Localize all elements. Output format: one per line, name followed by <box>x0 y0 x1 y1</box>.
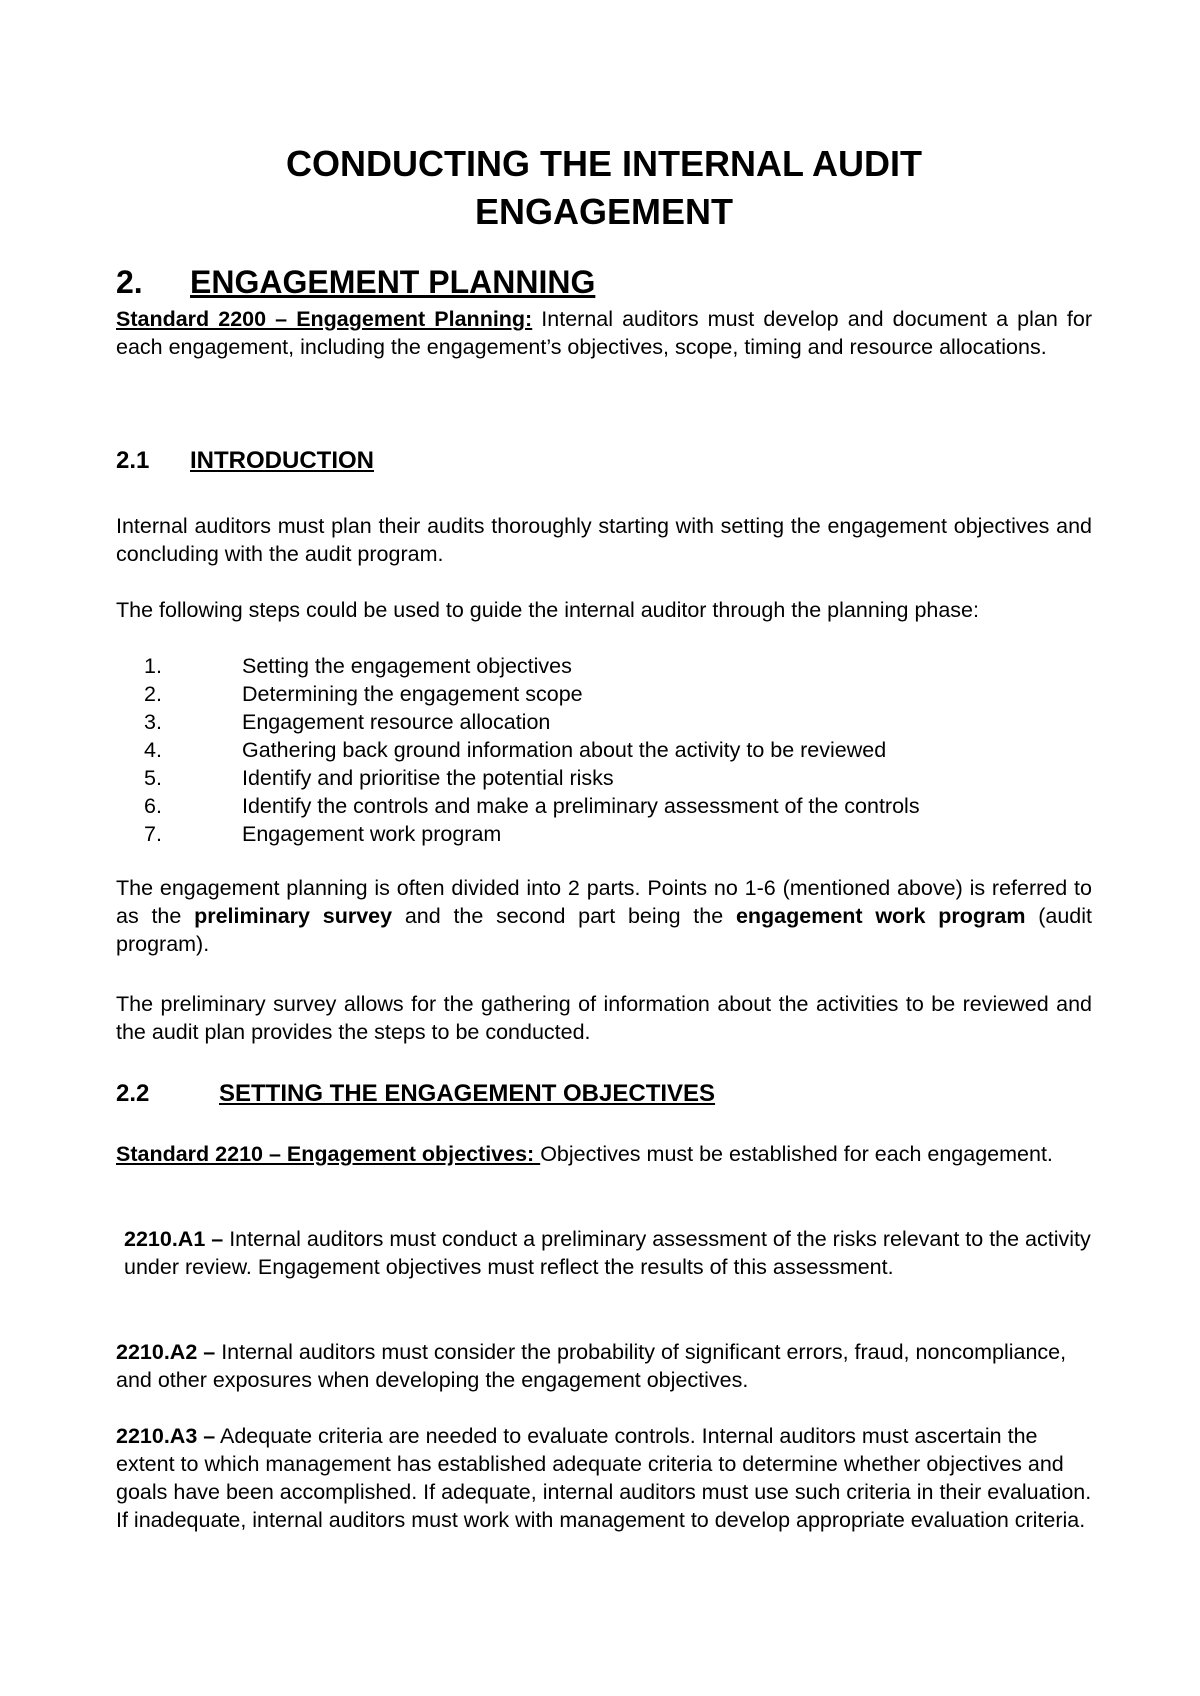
list-item: 2. Determining the engagement scope <box>144 682 583 706</box>
list-item: 1. Setting the engagement objectives <box>144 654 572 678</box>
standard-2200-paragraph <box>116 305 1092 361</box>
engagement-work-program-term: engagement work program <box>735 904 1026 928</box>
subsection-2-1-number: 2.1 <box>116 447 150 474</box>
section-heading <box>116 262 595 302</box>
intro-paragraph: Internal auditors must plan their audits thoroughly starting with setting the engagement objectives and concluding with the audit program. <box>116 514 1092 566</box>
list-item: 6. Identify the controls and make a preliminary assessment of the controls <box>144 794 920 818</box>
subsection-2-2-heading <box>116 1078 715 1110</box>
list-item: 5. Identify and prioritise the potential risks <box>144 766 614 790</box>
document-title <box>116 140 1092 236</box>
title-line-2: ENGAGEMENT <box>474 191 733 232</box>
subsection-2-2-title: SETTING THE ENGAGEMENT OBJECTIVES <box>219 1080 716 1107</box>
standard-2210-a1-paragraph <box>116 1225 1092 1281</box>
a3-text: Adequate criteria are needed to evaluate controls. Internal auditors must ascertain the extent to which management has established adequate criteria to determine whether objectives and goals have been accomplished. If adequate, internal auditors must use such criteria in their evaluation. If inadequate, internal auditors must work with management to develop appropriate evaluation criteria. <box>116 1424 1092 1532</box>
subsection-2-2-number: 2.2 <box>116 1080 150 1107</box>
a3-label: 2210.A3 – <box>116 1424 216 1448</box>
planning-parts-paragraph: The engagement planning is often divided into 2 parts. Points no 1-6 (mentioned above) is referred to as the preliminary survey and the second part being the engagement work program (audit program). <box>116 876 1092 956</box>
a1-label: 2210.A1 – <box>124 1227 224 1251</box>
standard-2210-label: Standard 2210 – Engagement objectives: <box>116 1142 541 1166</box>
list-item: 7. Engagement work program <box>144 822 502 846</box>
standard-2210-a3-paragraph <box>116 1422 1092 1534</box>
standard-2210-a2-paragraph <box>116 1338 1092 1394</box>
standard-2210-paragraph <box>116 1140 1092 1168</box>
planning-steps-list <box>144 652 920 848</box>
preliminary-survey-paragraph: The preliminary survey allows for the gathering of information about the activities to be reviewed and the audit plan provides the steps to be conducted. <box>116 992 1092 1044</box>
a2-label: 2210.A2 – <box>116 1340 216 1364</box>
title-line-1: CONDUCTING THE INTERNAL AUDIT <box>286 143 922 184</box>
list-item: 4. Gathering back ground information about the activity to be reviewed <box>144 738 887 762</box>
list-item: 3. Engagement resource allocation <box>144 710 551 734</box>
standard-2210-text: Objectives must be established for each engagement. <box>540 1142 1053 1166</box>
standard-2200-label: Standard 2200 – Engagement Planning: <box>116 307 533 331</box>
subsection-2-1-heading <box>116 445 374 477</box>
subsection-2-1-title: INTRODUCTION <box>190 447 374 474</box>
section-number: 2. <box>116 264 143 300</box>
standard-2200-text: Internal auditors must develop and document a plan for each engagement, including the engagement’s objectives, scope, timing and resource allocations. <box>116 307 1092 359</box>
steps-intro-paragraph: The following steps could be used to guide the internal auditor through the planning phase: <box>116 598 979 622</box>
section-title: ENGAGEMENT PLANNING <box>190 264 596 300</box>
a2-text: Internal auditors must consider the probability of significant errors, fraud, noncompliance, and other exposures when developing the engagement objectives. <box>116 1340 1067 1392</box>
a1-text: Internal auditors must conduct a preliminary assessment of the risks relevant to the activity under review. Engagement objectives must reflect the results of this assessment. <box>124 1227 1091 1279</box>
preliminary-survey-term: preliminary survey <box>194 904 393 928</box>
